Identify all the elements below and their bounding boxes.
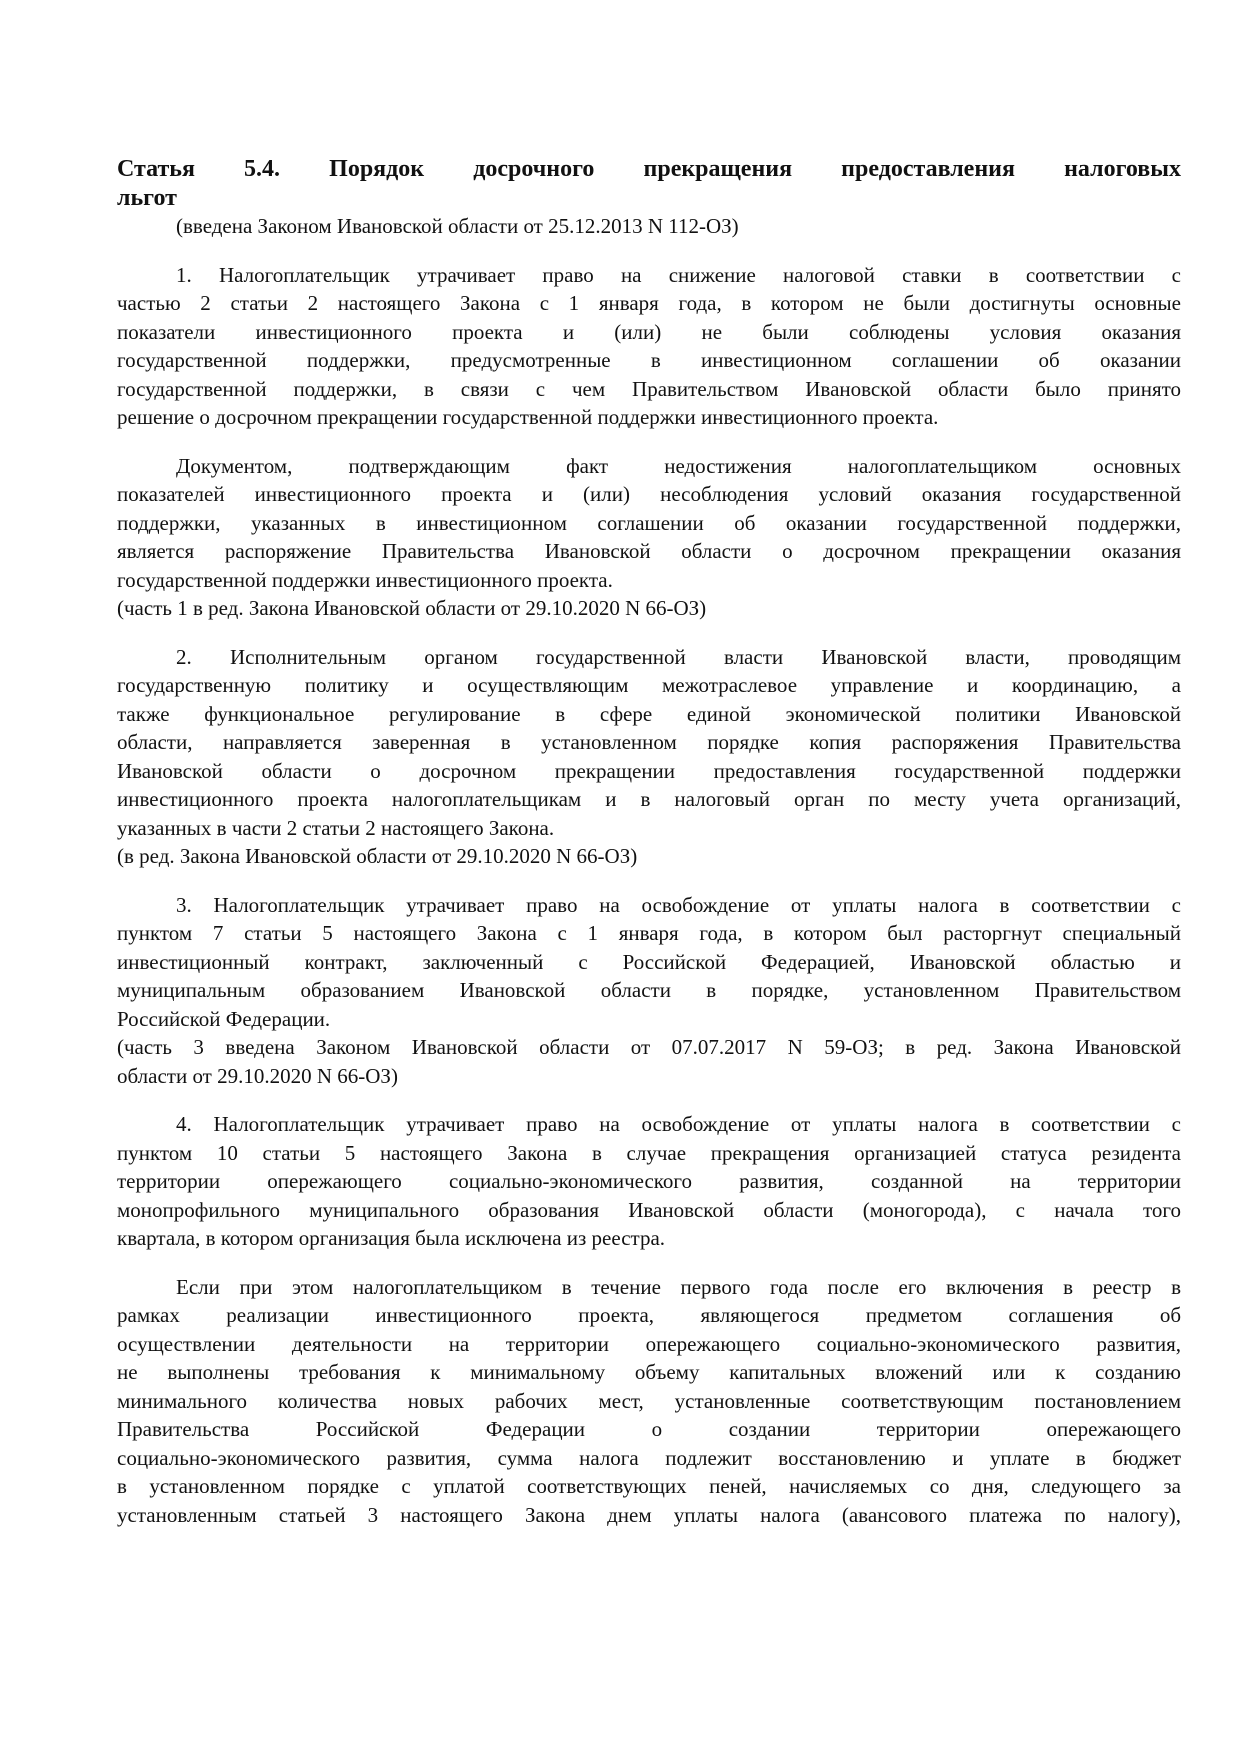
paragraph-line: инвестиционного проекта налогоплательщикам и в налоговый орган по месту учета организаций, (117, 787, 1181, 811)
paragraph-line: Документом, подтверждающим факт недостижения налогоплательщиком основных (176, 453, 1181, 478)
paragraph-line: осуществлении деятельности на территории опережающего социально-экономического развития, (117, 1331, 1181, 1356)
paragraph-line: (часть 1 в ред. Закона Ивановской области от 29.10.2020 N 66-ОЗ) (117, 596, 707, 620)
paragraph-line: решение о досрочном прекращении государственной поддержки инвестиционного проекта. (117, 405, 939, 429)
paragraph (117, 891, 1181, 1034)
paragraph-line: 4. Налогоплательщик утрачивает право на освобождение от уплаты налога в соответствии с (176, 1112, 1181, 1136)
paragraph-line: области, направляется заверенная в установленном порядке копия распоряжения Правительства (117, 730, 1181, 754)
paragraph-line: инвестиционный контракт, заключенный с Российской Федерацией, Ивановской областью и (117, 949, 1181, 974)
paragraph-line: квартала, в котором организация была исключена из реестра. (117, 1226, 666, 1250)
document-page (117, 155, 1181, 1529)
paragraph-line: является распоряжение Правительства Ивановской области о досрочном прекращении оказания (117, 539, 1181, 563)
paragraph (117, 261, 1181, 432)
paragraph (117, 594, 1181, 623)
paragraph-line: минимального количества новых рабочих мест, установленные соответствующим постановлением (117, 1388, 1181, 1413)
paragraph-line: пунктом 10 статьи 5 настоящего Закона в случае прекращения организацией статуса резидента (117, 1140, 1181, 1165)
paragraph-line: также функциональное регулирование в сфере единой экономической политики Ивановской (117, 701, 1181, 726)
paragraph (117, 643, 1181, 843)
paragraph-line: области от 29.10.2020 N 66-ОЗ) (117, 1063, 398, 1088)
paragraph-line: территории опережающего социально-экономического развития, созданной на территории (117, 1169, 1181, 1193)
paragraph-line: (в ред. Закона Ивановской области от 29.10.2020 N 66-ОЗ) (117, 844, 638, 868)
paragraph-line: 2. Исполнительным органом государственной власти Ивановской власти, проводящим (176, 644, 1181, 669)
paragraph-line: установленным статьей 3 настоящего Закона днем уплаты налога (авансового платежа по налогу), (117, 1502, 1181, 1527)
paragraph-line: Ивановской области о досрочном прекращении предоставления государственной поддержки (117, 758, 1181, 783)
paragraph (117, 842, 1181, 871)
paragraph-line: 1. Налогоплательщик утрачивает право на снижение налоговой ставки в соответствии с (176, 262, 1181, 287)
paragraph-line: монопрофильного муниципального образования Ивановской области (моногорода), с начала того (117, 1197, 1181, 1222)
article-intro-note: (введена Законом Ивановской области от 25.12.2013 N 112-ОЗ) (176, 214, 739, 238)
paragraph-line: Если при этом налогоплательщиком в течение первого года после его включения в реестр в (176, 1274, 1181, 1299)
paragraph-line: государственной поддержки, в связи с чем Правительством Ивановской области было принято (117, 376, 1181, 401)
article-body (117, 261, 1181, 1530)
title-line: Статья 5.4. Порядок досрочного прекращения предоставления налоговых (117, 156, 1181, 182)
article-title (117, 155, 1181, 212)
paragraph-line: не выполнены требования к минимальному объему капитальных вложений или к созданию (117, 1360, 1181, 1384)
paragraph-line: поддержки, указанных в инвестиционном соглашении об оказании государственной поддержки, (117, 510, 1181, 535)
paragraph-line: указанных в части 2 статьи 2 настоящего Закона. (117, 815, 555, 840)
paragraph-line: государственную политику и осуществляющим межотраслевое управление и координацию, а (117, 673, 1181, 697)
paragraph-line: государственной поддержки, предусмотренные в инвестиционном соглашении об оказании (117, 348, 1181, 372)
paragraph (117, 1033, 1181, 1090)
paragraph (117, 1110, 1181, 1253)
paragraph-line: государственной поддержки инвестиционного проекта. (117, 567, 613, 592)
paragraph-line: Правительства Российской Федерации о создании территории опережающего (117, 1417, 1181, 1441)
paragraph-line: показатели инвестиционного проекта и (или) не были соблюдены условия оказания (117, 319, 1181, 344)
paragraph-line: в установленном порядке с уплатой соответствующих пеней, начисляемых со дня, следующего за (117, 1474, 1181, 1498)
paragraph-line: социально-экономического развития, сумма налога подлежит восстановлению и уплате в бюджет (117, 1445, 1181, 1470)
paragraph-line: показателей инвестиционного проекта и (или) несоблюдения условий оказания государственной (117, 482, 1181, 506)
paragraph-line: (часть 3 введена Законом Ивановской области от 07.07.2017 N 59-ОЗ; в ред. Закона Ивановской (117, 1035, 1181, 1059)
paragraph (117, 452, 1181, 595)
paragraph (117, 1273, 1181, 1530)
title-line: льгот (117, 184, 177, 211)
paragraph-line: рамках реализации инвестиционного проекта, являющегося предметом соглашения об (117, 1303, 1181, 1327)
paragraph-line: пунктом 7 статьи 5 настоящего Закона с 1 января года, в котором был расторгнут специальный (117, 921, 1181, 945)
paragraph-line: муниципальным образованием Ивановской области в порядке, установленном Правительством (117, 978, 1181, 1002)
paragraph-line: 3. Налогоплательщик утрачивает право на освобождение от уплаты налога в соответствии с (176, 892, 1181, 917)
paragraph-line: Российской Федерации. (117, 1006, 331, 1031)
paragraph-line: частью 2 статьи 2 настоящего Закона с 1 января года, в котором не были достигнуты основные (117, 291, 1181, 315)
